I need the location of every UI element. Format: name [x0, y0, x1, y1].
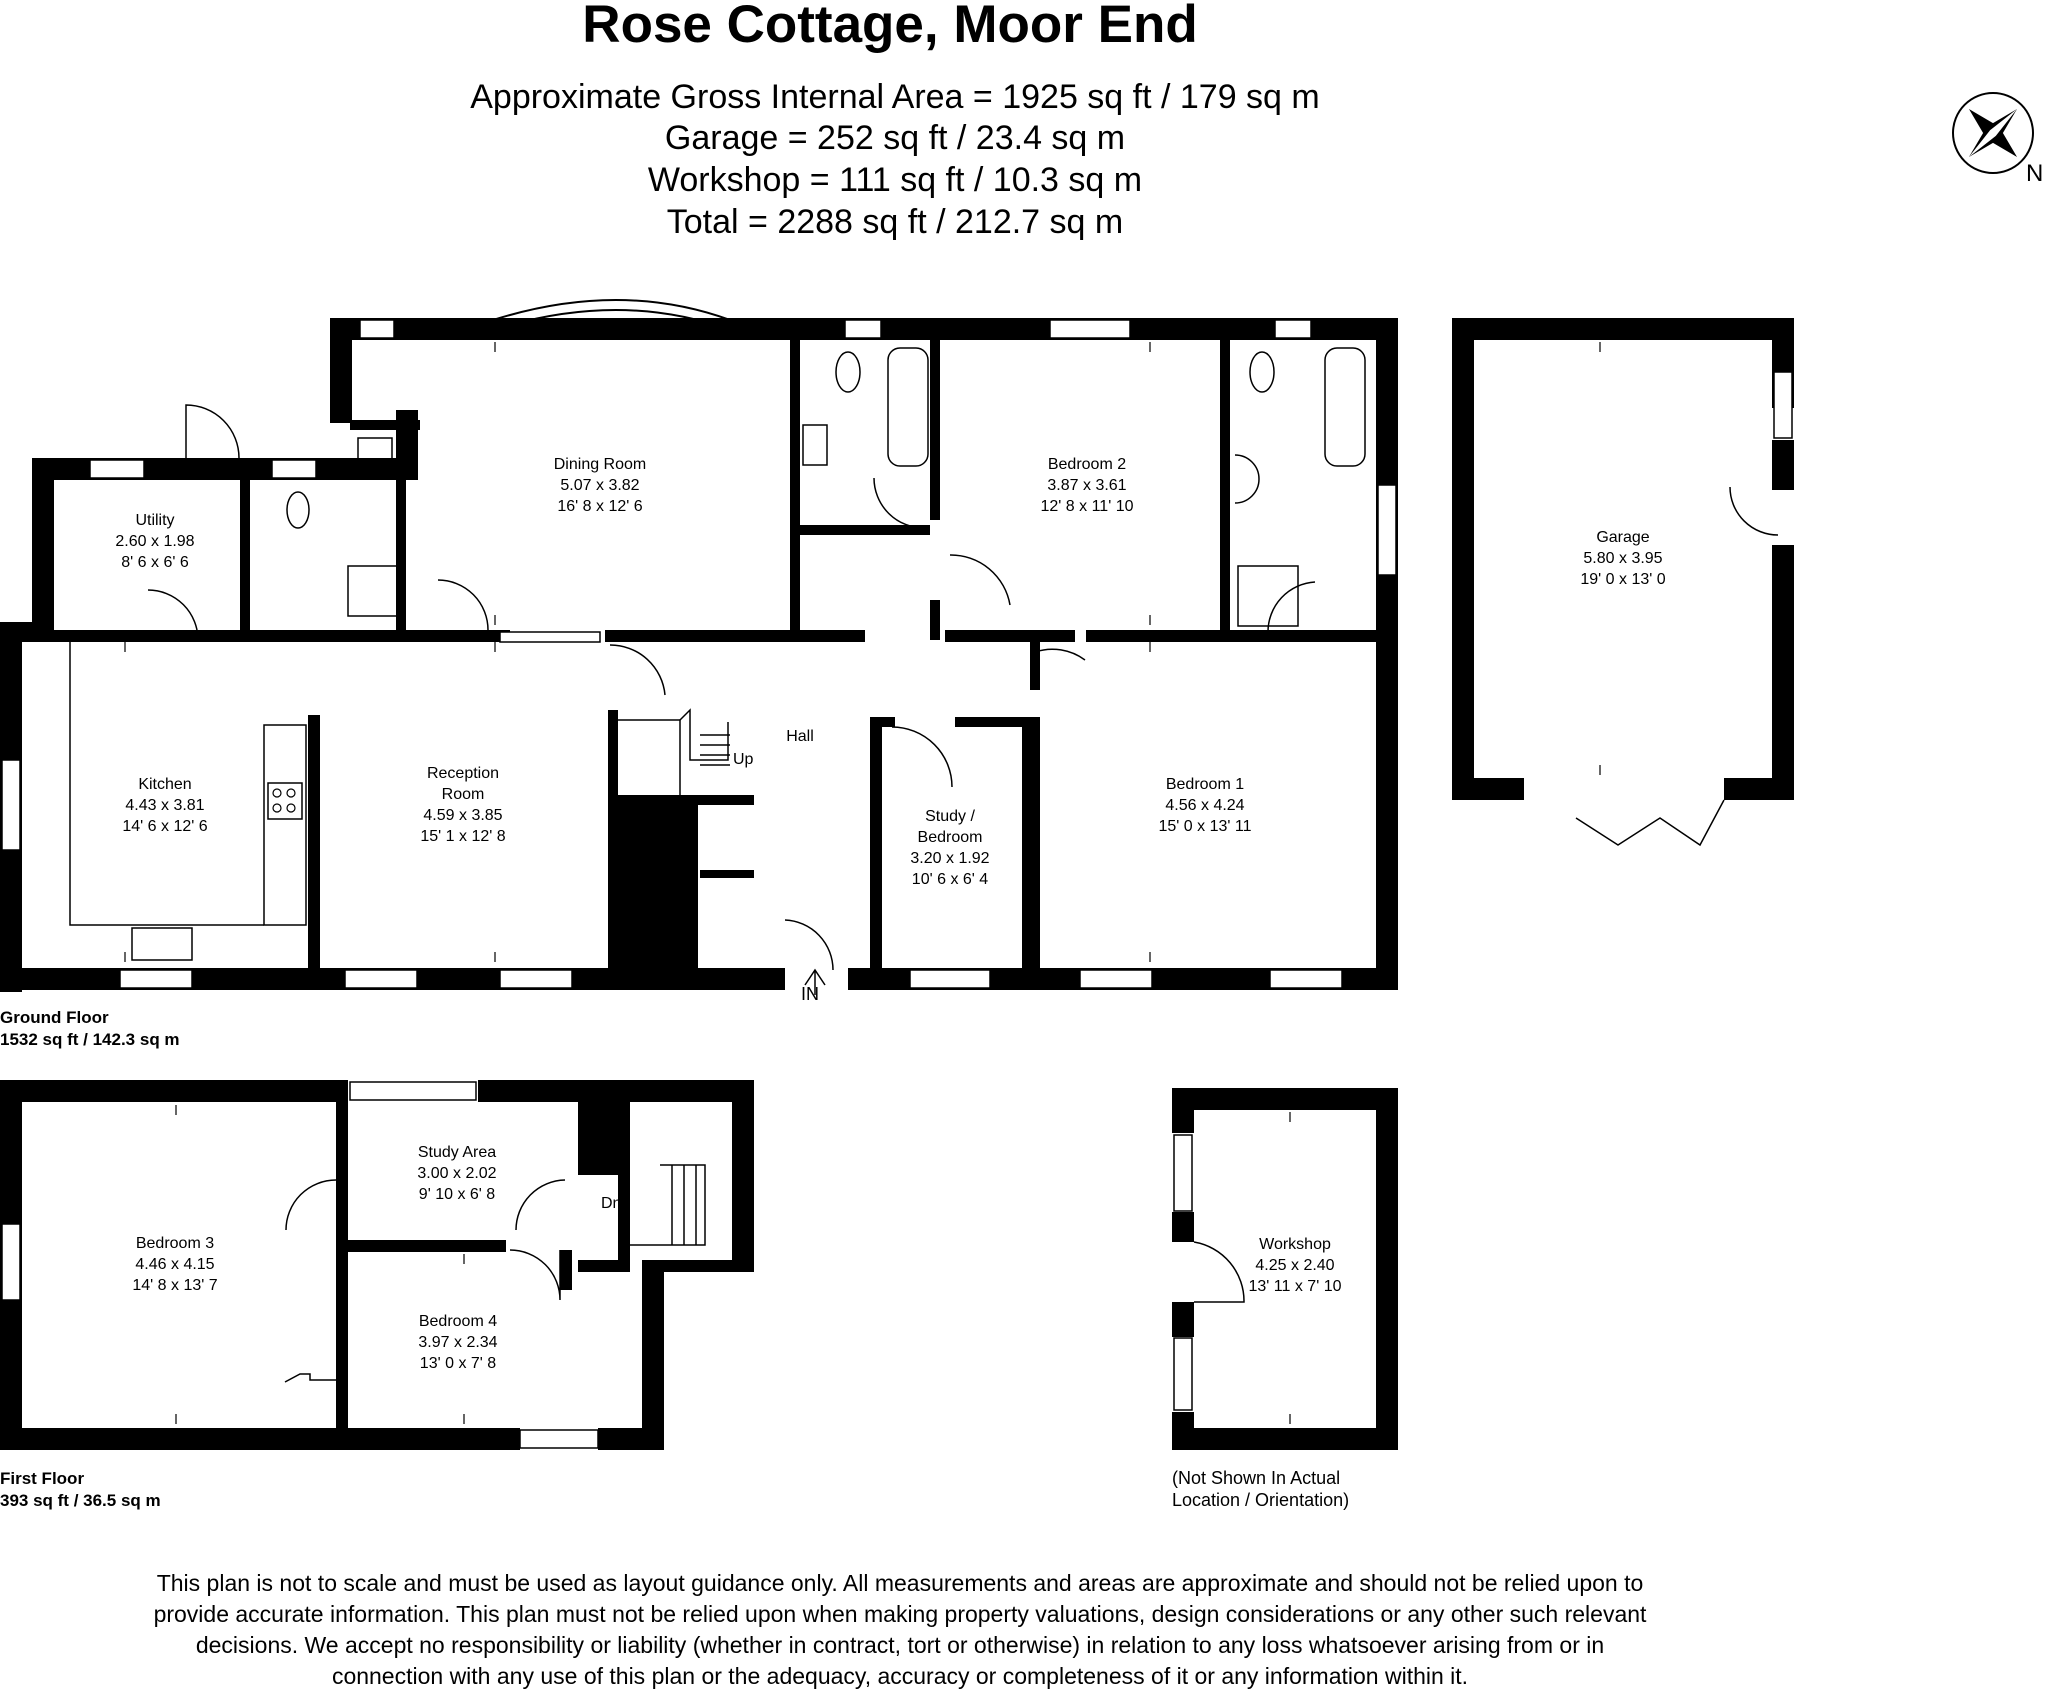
room-study-bedroom: Study / Bedroom 3.20 x 1.92 10' 6 x 6' 4 — [910, 808, 990, 888]
area-total: Total = 2288 sq ft / 212.7 sq m — [666, 203, 1124, 241]
workshop-location-note: (Not Shown In Actual Location / Orientation) — [1172, 1468, 1350, 1510]
fixtures — [70, 348, 1365, 960]
disclaimer: This plan is not to scale and must be used as layout guidance only. All measurements and areas are approximate and should not be relied upon to provide accurate information. This plan must not be relied upon when making property valuations, design considerations or any other such relevant decisions. We accept no responsibility or liability (whether in contract, tort or otherwise) in relation to any loss whatsoever arising from or in connection with any use of this plan or the adequacy, accuracy or completeness of it or any information within it. — [153, 1570, 1647, 1689]
first-floor-stairs — [630, 1165, 705, 1245]
entrance-label: IN — [801, 984, 819, 1004]
first-floor-walls — [0, 1080, 754, 1450]
area-garage: Garage = 252 sq ft / 23.4 sq m — [664, 119, 1126, 157]
room-utility: Utility 2.60 x 1.98 8' 6 x 6' 6 — [115, 512, 195, 571]
room-bedroom-1: Bedroom 1 4.56 x 4.24 15' 0 x 13' 11 — [1158, 776, 1252, 835]
room-garage: Garage 5.80 x 3.95 19' 0 x 13' 0 — [1580, 529, 1666, 588]
area-gross: Approximate Gross Internal Area = 1925 sq ft / 179 sq m — [470, 78, 1320, 116]
compass-north-label: N — [2026, 160, 2044, 187]
room-hall: Hall — [786, 728, 814, 745]
room-kitchen: Kitchen 4.43 x 3.81 14' 6 x 12' 6 — [122, 776, 208, 835]
area-workshop: Workshop = 111 sq ft / 10.3 sq m — [647, 161, 1143, 199]
room-workshop: Workshop 4.25 x 2.40 13' 11 x 7' 10 — [1248, 1236, 1342, 1295]
page-title: Rose Cottage, Moor End — [582, 0, 1198, 54]
ground-floor-label: Ground Floor 1532 sq ft / 142.3 sq m — [0, 1008, 180, 1049]
ground-floor-walls — [0, 318, 1398, 992]
stairs-down-label: Dn — [601, 1195, 622, 1212]
room-dining: Dining Room 5.07 x 3.82 16' 8 x 12' 6 — [553, 456, 647, 515]
first-floor-label: First Floor 393 sq ft / 36.5 sq m — [0, 1469, 161, 1510]
room-reception: Reception Room 4.59 x 3.85 15' 1 x 12' 8 — [420, 765, 506, 845]
windows — [2, 320, 1396, 988]
hob-rings — [273, 789, 295, 812]
room-bedroom-4: Bedroom 4 3.97 x 2.34 13' 0 x 7' 8 — [418, 1313, 498, 1372]
ground-stairs — [618, 710, 730, 795]
room-bedroom-2: Bedroom 2 3.87 x 3.61 12' 8 x 11' 10 — [1040, 456, 1134, 515]
stairs-up-label: Up — [733, 751, 754, 768]
garage-bifold-door — [1576, 800, 1724, 845]
room-bedroom-3: Bedroom 3 4.46 x 4.15 14' 8 x 13' 7 — [132, 1235, 218, 1294]
room-study-area: Study Area 3.00 x 2.02 9' 10 x 6' 8 — [417, 1144, 497, 1203]
